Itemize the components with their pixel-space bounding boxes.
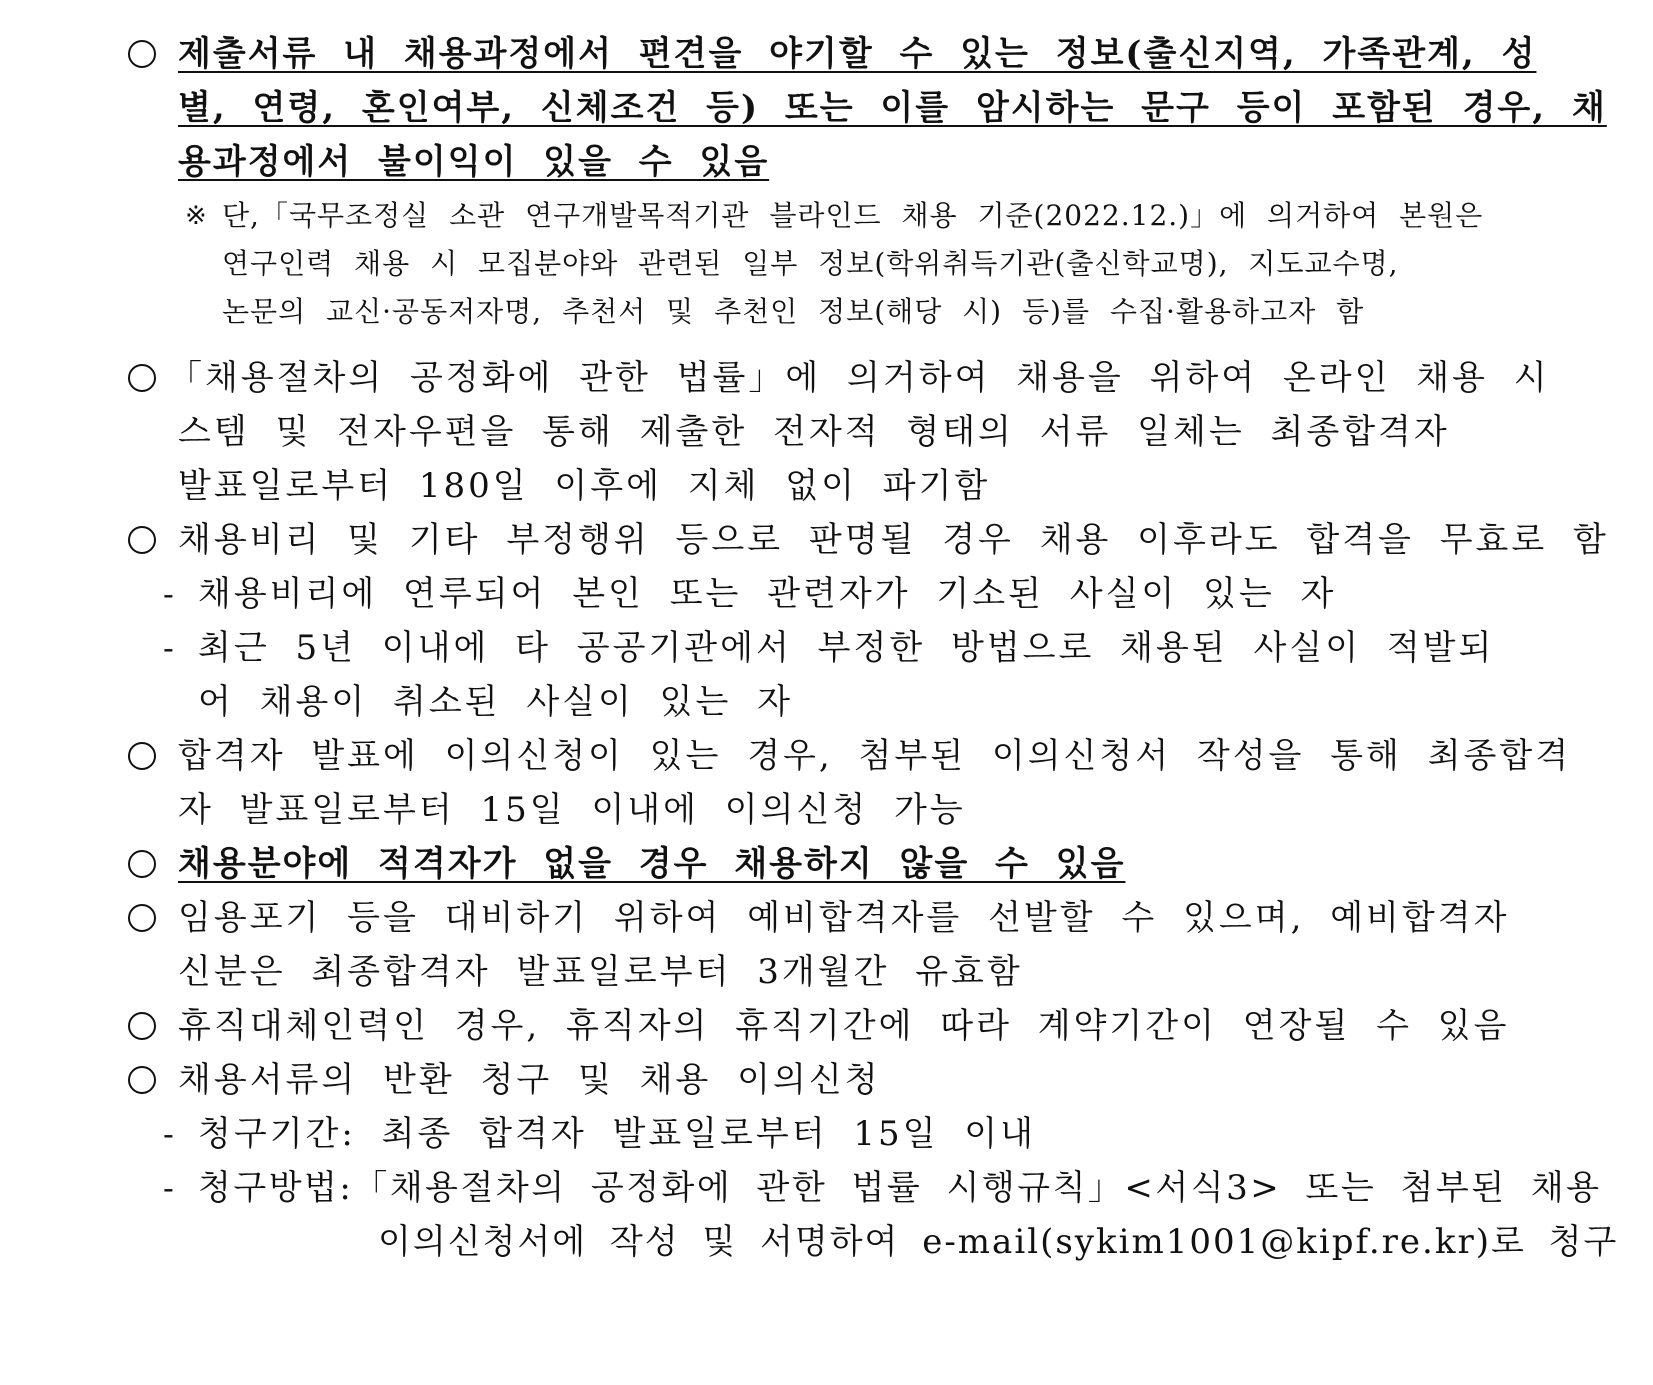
item4-line1: 합격자 발표에 이의신청이 있는 경우, 첨부된 이의신청서 작성을 통해 최종합격	[178, 736, 1572, 776]
item1-line3: 용과정에서 불이익이 있을 수 있음	[178, 142, 770, 182]
item8-line1: 채용서류의 반환 청구 및 채용 이의신청	[178, 1060, 881, 1100]
item7-line1: 휴직대체인력인 경우, 휴직자의 휴직기간에 따라 계약기간이 연장될 수 있음	[178, 1006, 1510, 1046]
bullet-circle-icon	[128, 850, 156, 878]
item8-sub1: 청구기간: 최종 합격자 발표일로부터 15일 이내	[198, 1114, 1036, 1154]
bullet-circle-icon	[128, 1066, 156, 1094]
bullet-circle-icon	[128, 364, 156, 392]
item8-sub2-line1: 청구방법:「채용절차의 공정화에 관한 법률 시행규칙」<서식3> 또는 첨부된 채용	[198, 1168, 1602, 1208]
bullet-circle-icon	[128, 526, 156, 554]
item2-line2: 스템 및 전자우편을 통해 제출한 전자적 형태의 서류 일체는 최종합격자	[178, 412, 1450, 452]
item1-note-line2: 연구인력 채용 시 모집분야와 관련된 일부 정보(학위취득기관(출신학교명), 지도교수명,	[222, 247, 1399, 280]
item2-line3: 발표일로부터 180일 이후에 지체 없이 파기함	[178, 466, 991, 506]
item3-sub1: 채용비리에 연루되어 본인 또는 관련자가 기소된 사실이 있는 자	[198, 574, 1337, 614]
dash-bullet: -	[163, 575, 174, 613]
item8-sub2-line2: 이의신청서에 작성 및 서명하여 e-mail(sykim1001@kipf.re.kr)로 청구	[378, 1222, 1619, 1262]
bullet-circle-icon	[128, 904, 156, 932]
item2-line1: 「채용절차의 공정화에 관한 법률」에 의거하여 채용을 위하여 온라인 채용 시	[168, 358, 1550, 398]
item3-sub2-line1: 최근 5년 이내에 타 공공기관에서 부정한 방법으로 채용된 사실이 적발되	[198, 628, 1495, 668]
reference-mark: ※	[185, 201, 207, 231]
dash-bullet: -	[163, 1115, 174, 1153]
item4-line2: 자 발표일로부터 15일 이내에 이의신청 가능	[178, 790, 966, 830]
item1-line2: 별, 연령, 혼인여부, 신체조건 등) 또는 이를 암시하는 문구 등이 포함된 경우, 채	[178, 88, 1607, 128]
item1-line1: 제출서류 내 채용과정에서 편견을 야기할 수 있는 정보(출신지역, 가족관계, 성	[178, 34, 1537, 74]
item6-line2: 신분은 최종합격자 발표일로부터 3개월간 유효함	[178, 952, 1023, 992]
bullet-circle-icon	[128, 1012, 156, 1040]
item5-line1: 채용분야에 적격자가 없을 경우 채용하지 않을 수 있음	[178, 844, 1126, 884]
item1-note-line3: 논문의 교신·공동저자명, 추천서 및 추천인 정보(해당 시) 등)를 수집·활용하고자 함	[222, 295, 1365, 328]
dash-bullet: -	[163, 629, 174, 667]
bullet-circle-icon	[128, 742, 156, 770]
item3-line1: 채용비리 및 기타 부정행위 등으로 판명될 경우 채용 이후라도 합격을 무효로 함	[178, 520, 1609, 560]
item1-note-line1: 단,「국무조정실 소관 연구개발목적기관 블라인드 채용 기준(2022.12.)」에 의거하여 본원은	[222, 199, 1484, 232]
item3-sub2-line2: 어 채용이 취소된 사실이 있는 자	[198, 682, 794, 722]
bullet-circle-icon	[128, 40, 156, 68]
item6-line1: 임용포기 등을 대비하기 위하여 예비합격자를 선발할 수 있으며, 예비합격자	[178, 898, 1510, 938]
dash-bullet: -	[163, 1169, 174, 1207]
